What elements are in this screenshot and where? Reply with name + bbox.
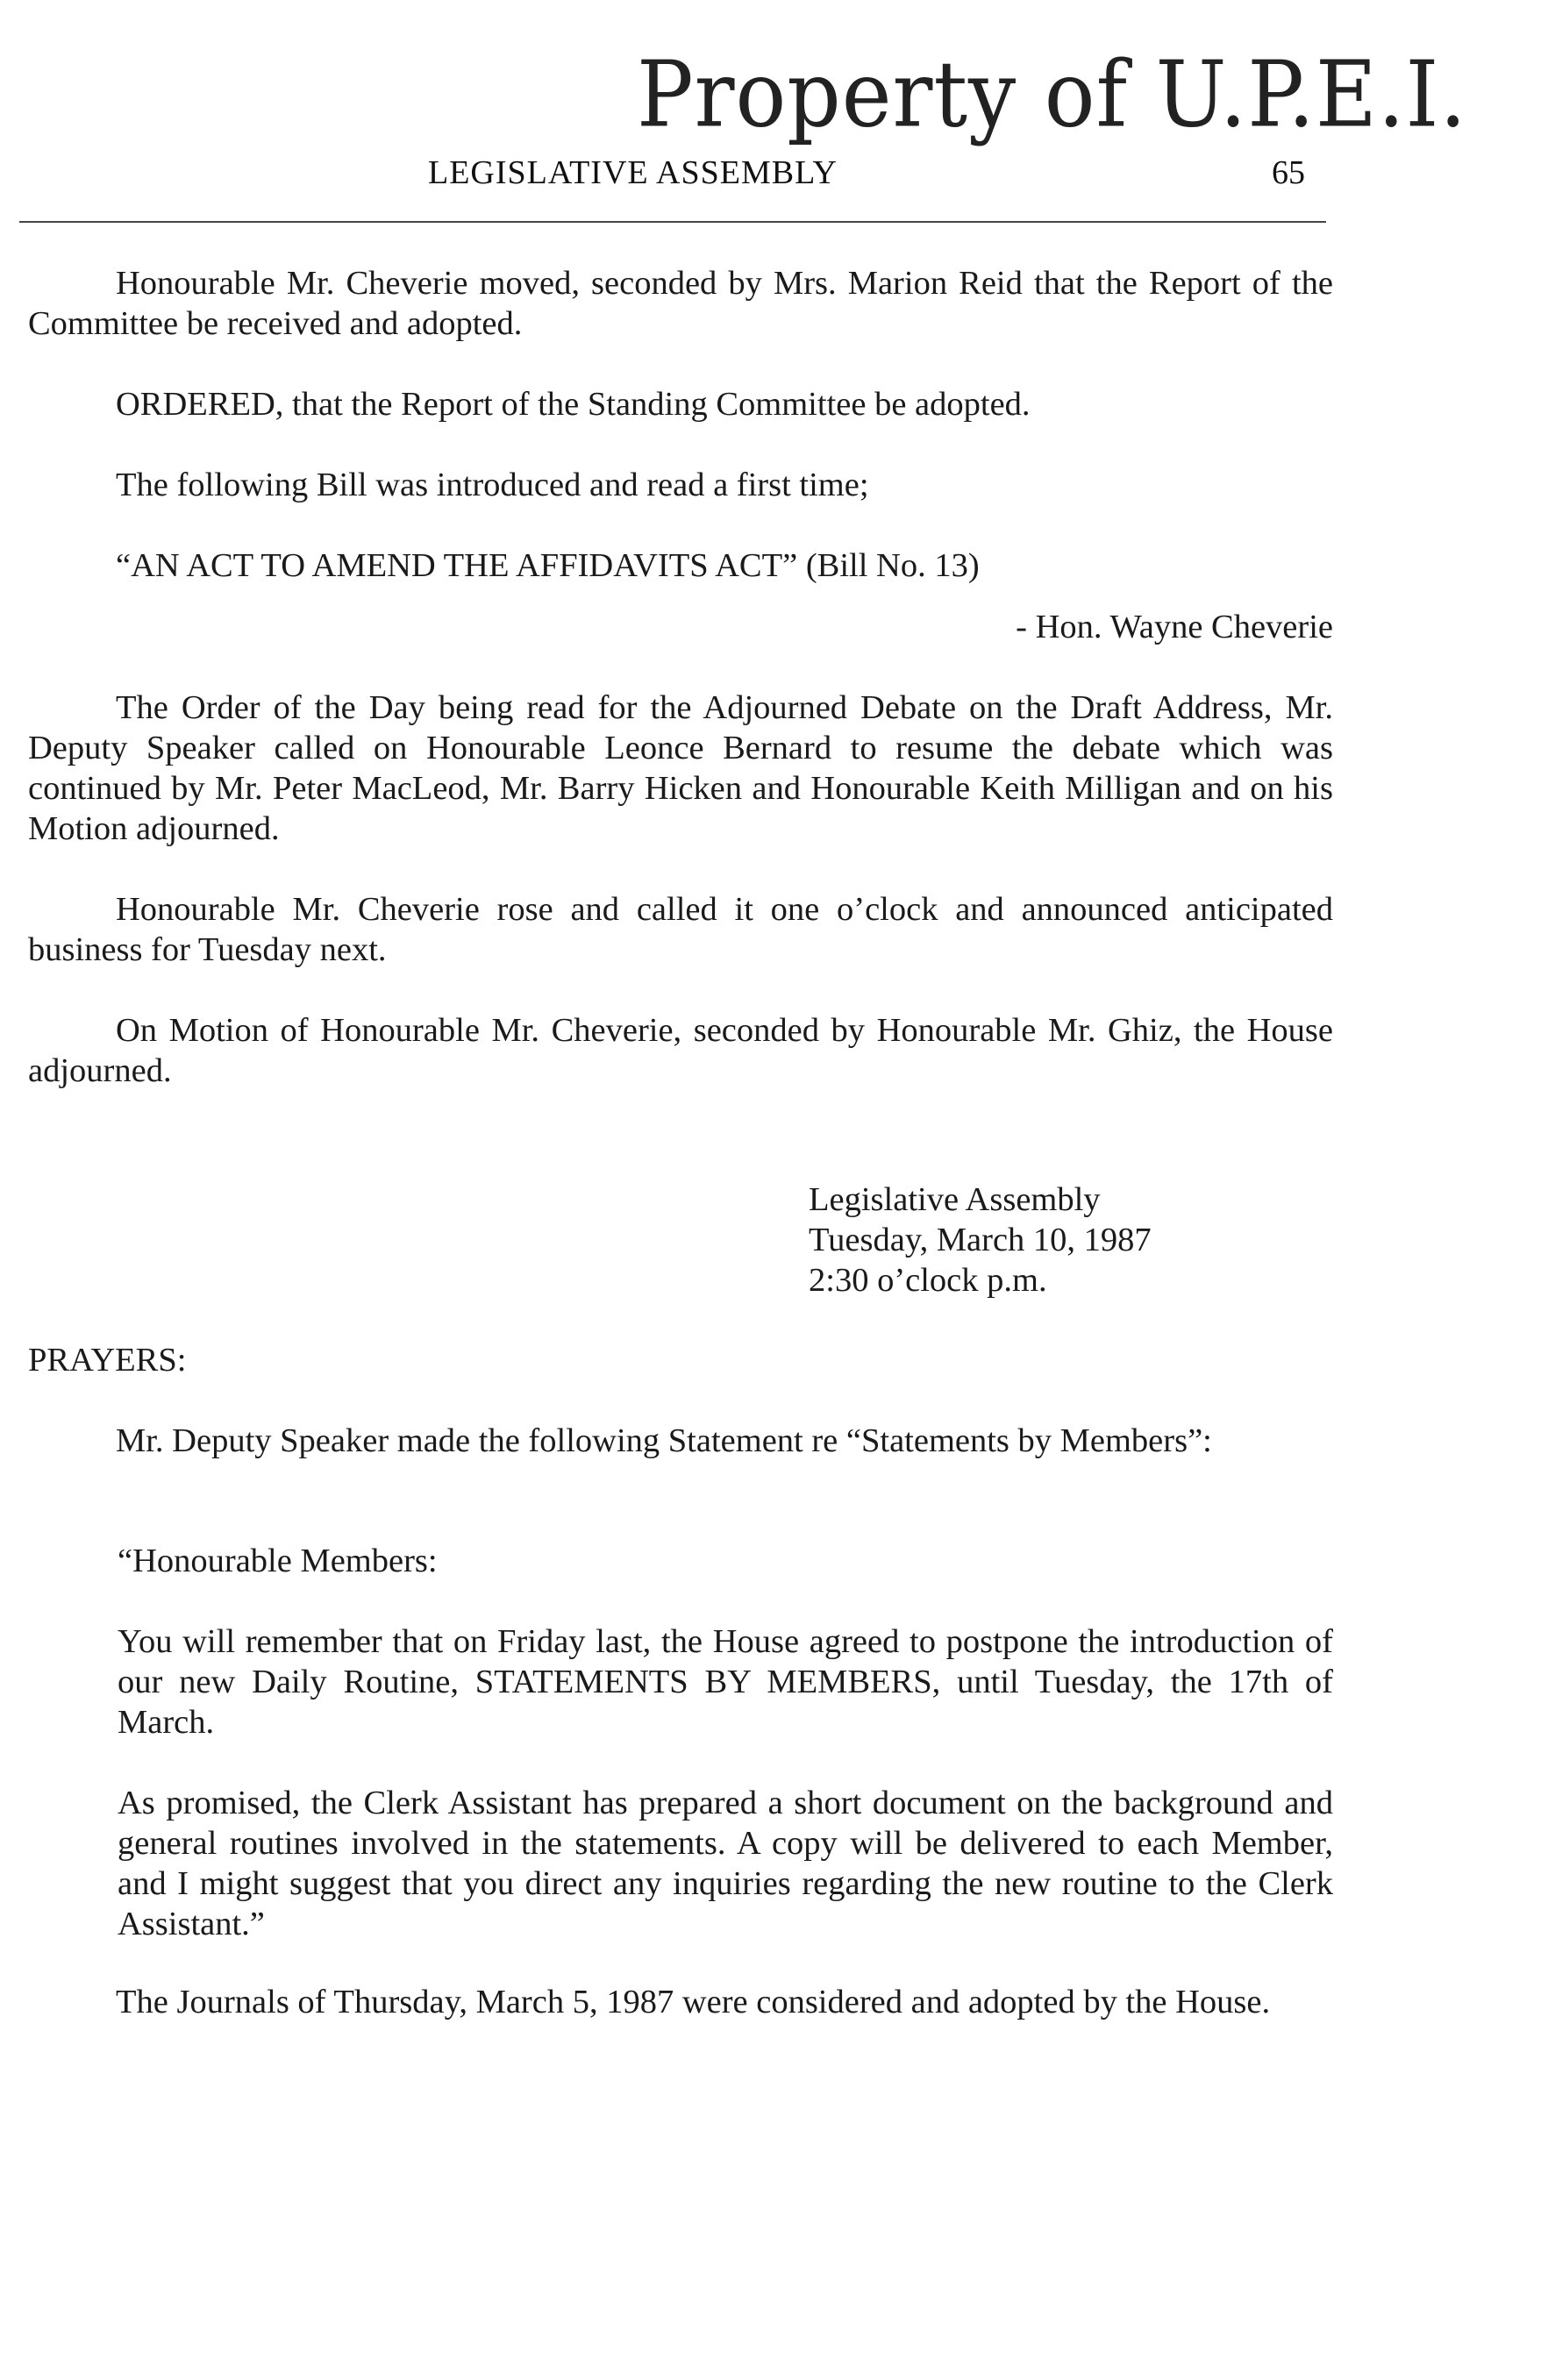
statement-salutation: “Honourable Members: bbox=[118, 1543, 438, 1579]
dateline-time: 2:30 o’clock p.m. bbox=[809, 1262, 1047, 1299]
prayers-heading: PRAYERS: bbox=[28, 1342, 187, 1379]
dateline-assembly: Legislative Assembly bbox=[809, 1181, 1101, 1218]
running-head: LEGISLATIVE ASSEMBLY bbox=[428, 154, 838, 191]
page-number: 65 bbox=[1272, 154, 1305, 191]
paragraph-adjourned: On Motion of Honourable Mr. Cheverie, seconded by Honourable Mr. Ghiz, the House adjourned. bbox=[28, 1012, 1333, 1089]
journal-body-part3 bbox=[28, 1982, 1333, 2022]
bill-sponsor: - Hon. Wayne Cheverie bbox=[1016, 609, 1333, 645]
paragraph-deputy-statement: Mr. Deputy Speaker made the following Statement re “Statements by Members”: bbox=[116, 1422, 1212, 1459]
header-rule bbox=[19, 221, 1326, 223]
speaker-statement bbox=[118, 1541, 1333, 1944]
dateline-date: Tuesday, March 10, 1987 bbox=[809, 1222, 1152, 1258]
journal-body-part1 bbox=[28, 263, 1333, 1091]
paragraph-journals-adopted: The Journals of Thursday, March 5, 1987 were considered and adopted by the House. bbox=[116, 1984, 1271, 2020]
sitting-dateline bbox=[809, 1179, 1335, 1300]
paragraph-bill-intro: The following Bill was introduced and read a first time; bbox=[116, 467, 869, 503]
journal-body-part2 bbox=[28, 1340, 1333, 1461]
paragraph-one-oclock: Honourable Mr. Cheverie rose and called it one o’clock and announced anticipated business for Tuesday next. bbox=[28, 891, 1333, 968]
statement-paragraph-2: As promised, the Clerk Assistant has prepared a short document on the background and general routines involved in the statements. A copy will be delivered to each Member, and I might suggest that you direct any inquiries regarding the new routine to the Clerk Assistant.” bbox=[118, 1785, 1333, 1942]
paragraph-order-of-day: The Order of the Day being read for the Adjourned Debate on the Draft Address, Mr. Deputy Speaker called on Honourable Leonce Bernard to resume the debate which was continued by Mr. Peter MacLeod, Mr. Barry Hicken and Honourable Keith Milligan and on his Motion adjourned. bbox=[28, 689, 1333, 847]
paragraph-motion-report: Honourable Mr. Cheverie moved, seconded by Mrs. Marion Reid that the Report of the Committee be received and adopted. bbox=[28, 265, 1333, 342]
paragraph-ordered: ORDERED, that the Report of the Standing Committee be adopted. bbox=[116, 386, 1031, 423]
statement-paragraph-1: You will remember that on Friday last, the House agreed to postpone the introduction of our new Daily Routine, STATEMENTS BY MEMBERS, until Tuesday, the 17th of March. bbox=[118, 1623, 1333, 1741]
ownership-stamp: Property of U.P.E.I. bbox=[637, 41, 1467, 148]
bill-title: “AN ACT TO AMEND THE AFFIDAVITS ACT” (Bill No. 13) bbox=[116, 547, 980, 584]
